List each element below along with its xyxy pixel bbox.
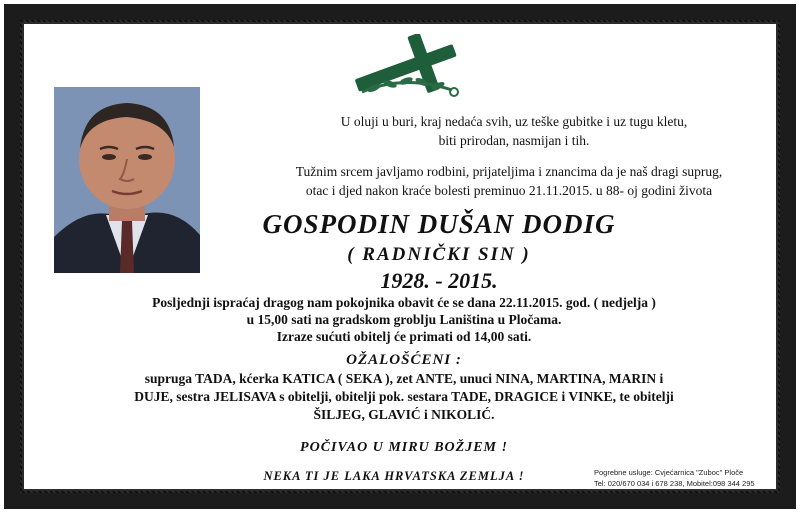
credits-line-1: Pogrebne usluge: Cvjećarnica "Zuboc" Ploče [594,468,744,477]
obituary-card [22,22,778,491]
farewell-line: NEKA TI JE LAKA HRVATSKA ZEMLJA ! [263,469,525,483]
funeral-line-2: u 15,00 sati na gradskom groblju Laniština u Pločama. [246,312,562,327]
mourners-line-2: DUJE, sestra JELISAVA s obitelji, obitelji pok. sestara TADE, DRAGICE i VINKE, te obitelji [134,389,674,404]
funeral-line-3: Izraze sućuti obitelj će primati od 14,00 sati. [276,329,532,344]
verse-line-2: biti prirodan, nasmijan i tih. [438,133,590,148]
funeral-service-credits [594,467,774,489]
verse [24,112,754,150]
mourners-line-3: ŠILJEG, GLAVIĆ i NIKOLIĆ. [313,407,495,422]
notice-line-1: Tužnim srcem javljamo rodbini, prijateljima i znancima da je naš dragi suprug, [295,164,723,179]
rest-in-peace: POČIVAO U MIRU BOŽJEM ! [300,440,508,455]
funeral-details [94,294,714,345]
cross-with-olive-branch-icon [334,34,474,104]
deceased-nickname: ( RADNIČKI SIN ) [347,244,531,265]
mourners-line-1: supruga TADA, kćerka KATICA ( SEKA ), zet ANTE, unuci NINA, MARTINA, MARIN i [144,371,664,386]
mourners-list [54,370,754,424]
verse-line-1: U oluji u buri, kraj nedaća svih, uz teške gubitke i uz tugu kletu, [340,114,688,129]
notice-line-2: otac i djed nakon kraće bolesti preminuo 21.11.2015. u 88- oj godini života [305,183,713,198]
life-years: 1928. - 2015. [380,268,498,293]
mourners-heading: OŽALOŠĆENI : [346,352,462,368]
deceased-name: GOSPODIN DUŠAN DODIG [262,209,616,239]
funeral-line-1: Posljednji ispraćaj dragog nam pokojnika obavit će se dana 22.11.2015. god. ( nedjelja ) [152,295,656,310]
credits-line-2: Tel: 020/670 034 i 678 238, Mobitel:098 344 295 [594,479,755,488]
death-notice [24,162,769,200]
